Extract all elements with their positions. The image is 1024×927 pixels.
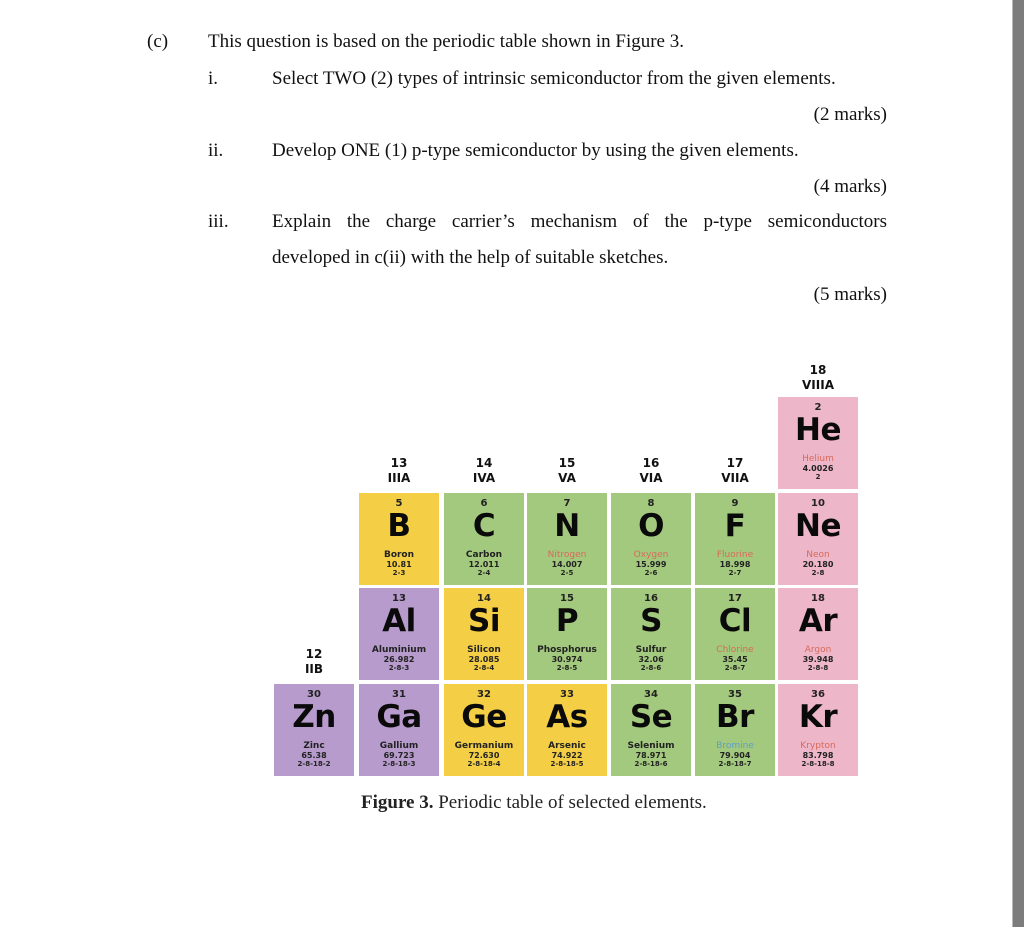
element-symbol: Ne — [795, 508, 841, 544]
element-cell-kr — [778, 684, 858, 776]
question-label: (c) — [147, 31, 169, 52]
atomic-number: 7 — [563, 498, 571, 509]
atomic-number: 17 — [728, 593, 742, 604]
atomic-number: 34 — [644, 689, 658, 700]
atomic-weight: 65.38 — [301, 751, 327, 760]
element-cell-ga — [359, 684, 439, 776]
element-cell-f — [695, 493, 775, 585]
atomic-number: 2 — [814, 402, 822, 413]
electron-config: 2-8-6 — [640, 664, 662, 672]
group-header-16 — [611, 456, 691, 486]
atomic-number: 16 — [644, 593, 658, 604]
group-roman: IIB — [304, 662, 324, 676]
element-cell-ge — [444, 684, 524, 776]
atomic-number: 9 — [731, 498, 739, 509]
electron-config: 2-6 — [644, 569, 658, 577]
group-header-13 — [359, 456, 439, 486]
element-symbol: Ge — [461, 699, 507, 735]
item-ii-marks: (4 marks) — [813, 176, 887, 197]
electron-config: 2-8-3 — [388, 664, 410, 672]
element-symbol: P — [555, 603, 579, 639]
element-name: Germanium — [454, 741, 514, 751]
element-cell-o — [611, 493, 691, 585]
element-name: Phosphorus — [537, 645, 597, 655]
atomic-weight: 28.085 — [468, 655, 500, 664]
element-symbol: N — [554, 508, 580, 544]
element-name: Carbon — [465, 550, 503, 560]
electron-config: 2-8-18-2 — [297, 760, 331, 768]
group-number: 14 — [475, 456, 493, 470]
atomic-weight: 30.974 — [551, 655, 583, 664]
electron-config: 2-8-18-4 — [467, 760, 501, 768]
item-iii-text-line2: developed in c(ii) with the help of suitable sketches. — [272, 247, 669, 268]
electron-config: 2-8-18-3 — [382, 760, 416, 768]
element-name: Gallium — [379, 741, 419, 751]
group-roman: IIIA — [387, 471, 411, 485]
group-header-18 — [778, 363, 858, 393]
item-i-number: i. — [208, 68, 219, 89]
element-name: Neon — [806, 550, 830, 560]
element-name: Silicon — [467, 645, 501, 655]
element-name: Krypton — [800, 741, 836, 751]
electron-config: 2-8-7 — [724, 664, 746, 672]
atomic-number: 10 — [811, 498, 825, 509]
atomic-number: 33 — [560, 689, 574, 700]
element-symbol: Ar — [798, 603, 838, 639]
element-cell-b — [359, 493, 439, 585]
atomic-weight: 20.180 — [802, 560, 834, 569]
group-number: 18 — [809, 363, 827, 377]
group-header-17 — [695, 456, 775, 486]
atomic-weight: 35.45 — [722, 655, 748, 664]
group-roman: VIIIA — [802, 378, 834, 392]
element-cell-br — [695, 684, 775, 776]
electron-config: 2-8-4 — [473, 664, 495, 672]
element-cell-ne — [778, 493, 858, 585]
element-cell-zn — [274, 684, 354, 776]
atomic-number: 5 — [395, 498, 403, 509]
item-ii-text: Develop ONE (1) p-type semiconductor by using the given elements. — [272, 140, 799, 161]
element-name: Fluorine — [716, 550, 754, 560]
electron-config: 2-5 — [560, 569, 574, 577]
electron-config: 2-8-18-8 — [801, 760, 835, 768]
element-cell-c — [444, 493, 524, 585]
element-symbol: S — [640, 603, 662, 639]
item-ii-number: ii. — [208, 140, 224, 161]
group-number: 16 — [642, 456, 660, 470]
element-name: Zinc — [303, 741, 325, 751]
item-iii-text-line1: Explain the charge carrier’s mechanism of the p-type semiconductors — [272, 211, 887, 232]
group-roman: VIA — [639, 471, 663, 485]
element-cell-se — [611, 684, 691, 776]
element-cell-cl — [695, 588, 775, 680]
atomic-number: 6 — [480, 498, 488, 509]
element-symbol: He — [795, 412, 841, 448]
element-symbol: Se — [629, 699, 673, 735]
group-roman: VIIA — [721, 471, 749, 485]
electron-config: 2-3 — [392, 569, 406, 577]
element-symbol: Zn — [292, 699, 336, 735]
figure-caption-label: Figure 3. — [361, 792, 434, 813]
element-name: Boron — [383, 550, 415, 560]
atomic-weight: 15.999 — [635, 560, 667, 569]
group-header-14 — [444, 456, 524, 486]
electron-config: 2-7 — [728, 569, 742, 577]
element-symbol: B — [387, 508, 411, 544]
electron-config: 2-8-5 — [556, 664, 578, 672]
group-number: 17 — [726, 456, 744, 470]
element-symbol: C — [472, 508, 496, 544]
element-cell-al — [359, 588, 439, 680]
atomic-weight: 18.998 — [719, 560, 751, 569]
element-cell-as — [527, 684, 607, 776]
element-cell-si — [444, 588, 524, 680]
electron-config: 2-8-8 — [807, 664, 829, 672]
element-name: Aluminium — [371, 645, 427, 655]
element-name: Chlorine — [716, 645, 754, 655]
element-cell-he — [778, 397, 858, 489]
figure-caption — [361, 792, 707, 814]
element-cell-n — [527, 493, 607, 585]
group-number: 13 — [390, 456, 408, 470]
element-name: Bromine — [716, 741, 754, 751]
figure-caption-text: Periodic table of selected elements. — [433, 792, 707, 813]
element-name: Helium — [802, 454, 834, 464]
element-symbol: F — [724, 508, 746, 544]
group-number: 12 — [305, 647, 323, 661]
element-name: Sulfur — [635, 645, 667, 655]
element-symbol: As — [546, 699, 588, 735]
atomic-weight: 74.922 — [551, 751, 583, 760]
element-cell-s — [611, 588, 691, 680]
electron-config: 2-8-18-6 — [634, 760, 668, 768]
atomic-number: 13 — [392, 593, 406, 604]
electron-config: 2-4 — [477, 569, 491, 577]
element-symbol: Ga — [376, 699, 422, 735]
element-cell-ar — [778, 588, 858, 680]
atomic-weight: 10.81 — [386, 560, 412, 569]
element-symbol: Cl — [718, 603, 752, 639]
atomic-weight: 12.011 — [468, 560, 500, 569]
atomic-number: 35 — [728, 689, 742, 700]
atomic-number: 31 — [392, 689, 406, 700]
atomic-weight: 69.723 — [383, 751, 415, 760]
atomic-weight: 32.06 — [638, 655, 664, 664]
element-name: Oxygen — [633, 550, 669, 560]
atomic-number: 14 — [477, 593, 491, 604]
atomic-weight: 4.0026 — [802, 464, 834, 473]
element-name: Selenium — [627, 741, 675, 751]
element-symbol: Al — [382, 603, 416, 639]
electron-config: 2 — [815, 473, 821, 481]
element-symbol: O — [638, 508, 664, 544]
atomic-number: 8 — [647, 498, 655, 509]
item-i-marks: (2 marks) — [813, 104, 887, 125]
atomic-weight: 26.982 — [383, 655, 415, 664]
group-roman: IVA — [472, 471, 496, 485]
element-name: Nitrogen — [547, 550, 587, 560]
atomic-number: 18 — [811, 593, 825, 604]
element-symbol: Br — [716, 699, 754, 735]
electron-config: 2-8-18-5 — [550, 760, 584, 768]
element-name: Argon — [804, 645, 832, 655]
element-name: Arsenic — [548, 741, 586, 751]
atomic-weight: 39.948 — [802, 655, 834, 664]
atomic-weight: 83.798 — [802, 751, 834, 760]
atomic-number: 32 — [477, 689, 491, 700]
item-iii-marks: (5 marks) — [813, 284, 887, 305]
atomic-weight: 72.630 — [468, 751, 500, 760]
atomic-weight: 78.971 — [635, 751, 667, 760]
atomic-weight: 79.904 — [719, 751, 751, 760]
element-symbol: Si — [468, 603, 500, 639]
item-i-text: Select TWO (2) types of intrinsic semiconductor from the given elements. — [272, 68, 836, 89]
group-roman: VA — [558, 471, 576, 485]
element-symbol: Kr — [798, 699, 838, 735]
atomic-number: 36 — [811, 689, 825, 700]
electron-config: 2-8 — [811, 569, 825, 577]
item-iii-number: iii. — [208, 211, 229, 232]
atomic-weight: 14.007 — [551, 560, 583, 569]
question-intro: This question is based on the periodic table shown in Figure 3. — [208, 31, 684, 52]
group-number: 15 — [558, 456, 576, 470]
element-cell-p — [527, 588, 607, 680]
atomic-number: 30 — [307, 689, 321, 700]
group-header-12 — [274, 647, 354, 677]
electron-config: 2-8-18-7 — [718, 760, 752, 768]
atomic-number: 15 — [560, 593, 574, 604]
group-header-15 — [527, 456, 607, 486]
